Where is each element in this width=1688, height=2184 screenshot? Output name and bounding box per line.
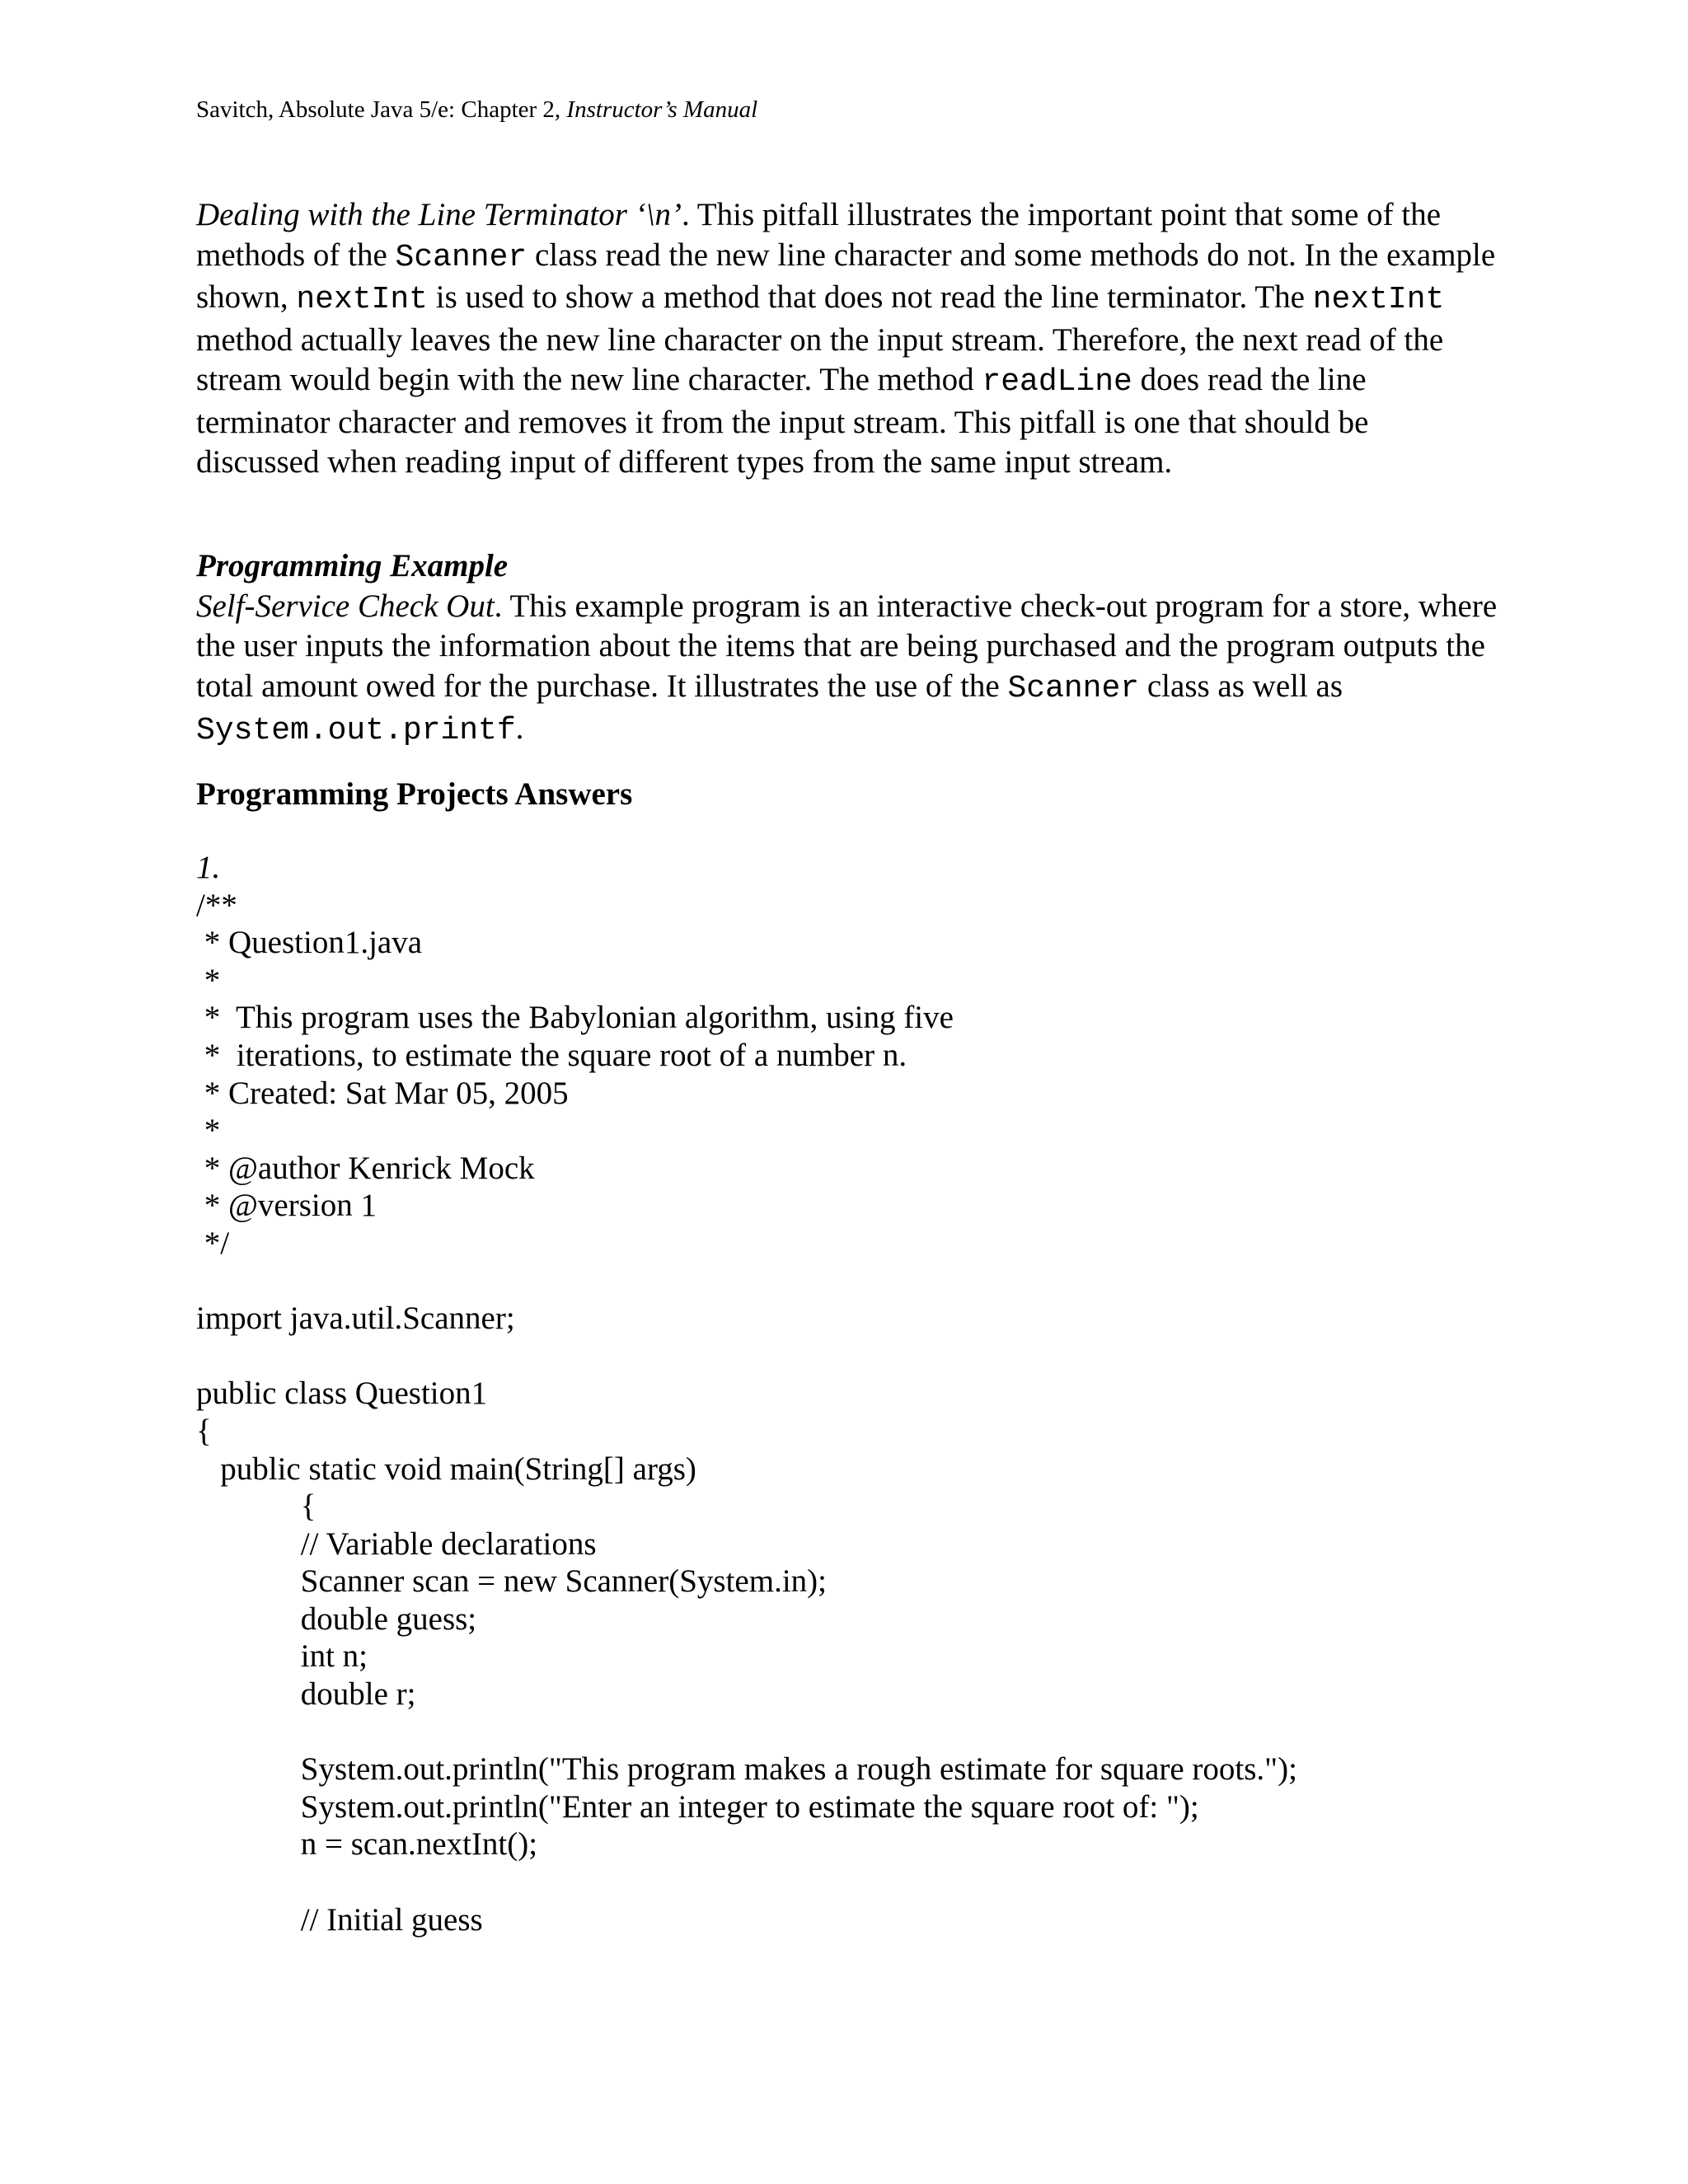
- code-line: [196, 1338, 1597, 1376]
- pitfall-text: class read the new line character and some methods do not. In the example shown,: [196, 237, 1496, 315]
- code-line: System.out.println("This program makes a rough estimate for square roots.");: [196, 1751, 1297, 1788]
- pitfall-paragraph: [196, 195, 1498, 483]
- programming-example-heading: Programming Example: [196, 548, 509, 583]
- projects-heading: Programming Projects Answers: [196, 776, 633, 812]
- code-line: // Initial guess: [196, 1901, 483, 1938]
- example-text: class as well as: [1139, 668, 1343, 704]
- code-line: * Question1.java: [196, 925, 423, 961]
- code-listing: [196, 849, 1597, 1938]
- code-line: *: [196, 1113, 221, 1149]
- code-line: *: [196, 962, 221, 998]
- pitfall-text: method actually leaves the new line character on the input stream. Therefore, the next read of the stream would begin with the new line character. The method: [196, 321, 1444, 397]
- code-line: n = scan.nextInt();: [196, 1826, 538, 1863]
- code-line: [196, 1263, 1597, 1301]
- inline-code: System.out.printf: [196, 713, 516, 748]
- code-line: public class Question1: [196, 1376, 488, 1412]
- code-line: [196, 1713, 1597, 1751]
- code-line: * This program uses the Babylonian algorithm, using five: [196, 1000, 954, 1036]
- running-header: [196, 96, 757, 124]
- code-line: // Variable declarations: [196, 1526, 597, 1562]
- code-line: System.out.println("Enter an integer to estimate the square root of: ");: [196, 1788, 1199, 1825]
- inline-code: nextInt: [296, 282, 428, 317]
- code-line: * Created: Sat Mar 05, 2005: [196, 1075, 569, 1111]
- code-line: double r;: [196, 1676, 416, 1713]
- project-number: 1.: [196, 850, 221, 885]
- pitfall-title: Dealing with the Line Terminator ‘\n’: [196, 197, 682, 232]
- code-line: Scanner scan = new Scanner(System.in);: [196, 1563, 827, 1600]
- example-text: .: [515, 710, 524, 746]
- header-prefix: Savitch, Absolute Java 5/e: Chapter 2,: [196, 96, 567, 123]
- code-line: {: [196, 1413, 212, 1449]
- header-manual-title: Instructor’s Manual: [566, 96, 758, 123]
- pitfall-text: is used to show a method that does not read the line terminator. The: [427, 279, 1313, 315]
- code-line: * @version 1: [196, 1188, 377, 1224]
- code-line: /**: [196, 887, 237, 923]
- code-line: [196, 1863, 1597, 1901]
- code-line: int n;: [196, 1638, 368, 1675]
- pitfall-text: . This pitfall illustrates the important point that some of the methods of the: [196, 197, 1442, 273]
- code-line: */: [196, 1225, 230, 1261]
- programming-example-paragraph: [196, 546, 1498, 752]
- code-line: public static void main(String[] args): [196, 1451, 696, 1487]
- code-line: double guess;: [196, 1601, 477, 1637]
- example-text: . This example program is an interactive check-out program for a store, where the user inputs the information about the items that are being purchased and the program outputs the total amount owed for the purchase. It illustrates the use of the: [196, 588, 1498, 704]
- inline-code: readLine: [982, 364, 1132, 400]
- inline-code: nextInt: [1312, 282, 1445, 317]
- pitfall-text: does read the line terminator character and removes it from the input stream. This pitfall is one that should be discussed when reading input of different types from the same input stream.: [196, 362, 1369, 480]
- inline-code: Scanner: [395, 239, 528, 275]
- code-line: {: [196, 1488, 316, 1525]
- code-line: * iterations, to estimate the square root of a number n.: [196, 1037, 907, 1073]
- example-title: Self-Service Check Out: [196, 588, 495, 624]
- inline-code: Scanner: [1007, 670, 1140, 706]
- code-line: * @author Kenrick Mock: [196, 1150, 535, 1186]
- code-line: import java.util.Scanner;: [196, 1301, 515, 1337]
